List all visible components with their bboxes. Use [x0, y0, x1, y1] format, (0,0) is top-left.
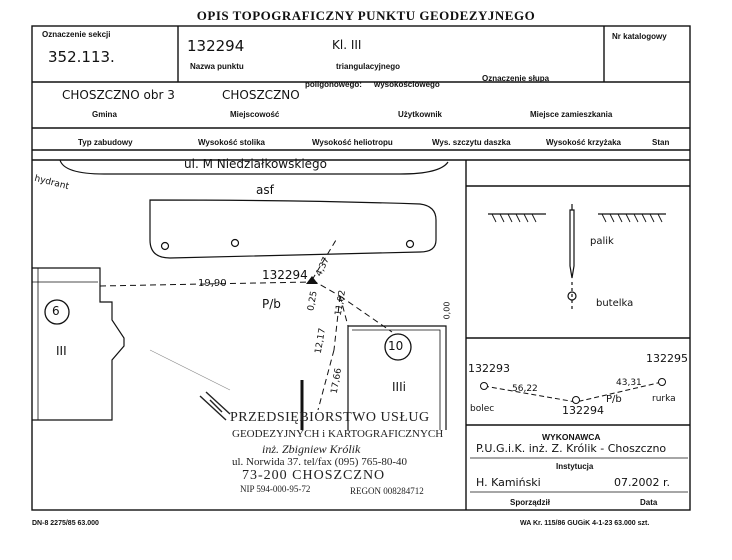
- author-label: Sporządził: [510, 498, 551, 507]
- network-dist-56-22: 56,22: [512, 384, 538, 394]
- col-wysokosc-krzyzaka: Wysokość krzyżaka: [546, 138, 622, 147]
- form-title: OPIS TOPOGRAFICZNY PUNKTU GEODEZYJNEGO: [196, 8, 536, 23]
- stamp-line-3: inż. Zbigniew Królik: [262, 442, 361, 456]
- dist-4-37: 4,37: [314, 255, 332, 279]
- detail-bottle-label: butelka: [596, 298, 634, 309]
- building-10-number: 10: [388, 339, 404, 353]
- col-typ-zabudowy: Typ zabudowy: [78, 138, 133, 147]
- institution-label: Instytucja: [556, 462, 594, 471]
- asphalt-label: asf: [256, 183, 274, 197]
- detail-pal-label: palik: [590, 236, 614, 247]
- point-class: Kl. III: [332, 38, 362, 52]
- trig-label: triangulacyjnego: [336, 62, 401, 71]
- dist-17-66: 17,66: [329, 367, 345, 395]
- dist-19-90: 19,90: [198, 278, 227, 289]
- network-pb-label: P/b: [606, 394, 622, 405]
- sketch-pb-label: P/b: [262, 297, 281, 311]
- dist-0-25: 0,25: [306, 290, 320, 312]
- marker-detail-drawing: [466, 186, 690, 338]
- point-name-label: Nazwa punktu: [190, 62, 244, 71]
- marker-label: Oznaczenie słupa: [482, 74, 550, 83]
- col-stan: Stan: [652, 138, 670, 147]
- residence-label: Miejsce zamieszkania: [530, 110, 613, 119]
- point-number: 132294: [187, 37, 245, 55]
- footer-left: DN-8 2275/85 63.000: [32, 520, 99, 527]
- dist-12-17: 12,17: [313, 327, 329, 355]
- catalog-label: Nr katalogowy: [612, 32, 667, 41]
- dist-11-02: 11,02: [333, 289, 349, 317]
- hydrant-label: hydrant: [33, 173, 70, 193]
- building-10-floors: IIIi: [392, 380, 406, 394]
- gmina-label: Gmina: [92, 110, 117, 119]
- stamp-line-1: PRZEDSIĘBIORSTWO USŁUG: [230, 410, 430, 425]
- height-label: wysokościowego: [374, 80, 440, 89]
- network-point-132294: 132294: [562, 404, 604, 417]
- gmina-value: CHOSZCZNO obr 3: [62, 88, 175, 102]
- street-name: ul. M Niedziałkowskiego: [184, 157, 327, 171]
- dist-0-00: 0,00: [442, 301, 452, 320]
- miejscowosc-label: Miejscowość: [230, 110, 280, 119]
- stamp-line-6: NIP 594-000-95-72: [240, 484, 311, 494]
- user-label: Użytkownik: [398, 110, 443, 119]
- network-point-132293: 132293: [468, 362, 510, 375]
- stamp-line-2: GEODEZYJNYCH i KARTOGRAFICZNYCH: [232, 428, 444, 440]
- contractor-label: WYKONAWCA: [542, 432, 601, 442]
- miejscowosc-value: CHOSZCZNO: [222, 88, 300, 102]
- section-label: Oznaczenie sekcji: [42, 30, 111, 39]
- col-wysokosc-stolika: Wysokość stolika: [198, 138, 265, 147]
- col-wys-szczytu-daszka: Wys. szczytu daszka: [432, 138, 511, 147]
- footer-right: WA Kr. 115/86 GUGiK 4-1-23 63.000 szt.: [520, 520, 650, 527]
- date-value: 07.2002 r.: [614, 476, 670, 489]
- col-wysokosc-heliotropu: Wysokość heliotropu: [312, 138, 393, 147]
- network-dist-43-31: 43,31: [616, 378, 642, 388]
- network-pipe-label: rurka: [652, 394, 676, 404]
- poly-label: poligonowego:: [305, 80, 362, 89]
- contractor-value: P.U.G.i.K. inż. Z. Królik - Choszczno: [476, 442, 667, 455]
- author-value: H. Kamiński: [476, 476, 541, 489]
- building-6-floors: III: [56, 344, 67, 358]
- network-point-132295: 132295: [646, 352, 688, 365]
- building-6-number: 6: [52, 304, 60, 318]
- stamp-line-5: 73-200 CHOSZCZNO: [242, 468, 386, 483]
- network-bolt-label: bolec: [470, 404, 495, 414]
- sketch-point-label: 132294: [262, 268, 308, 282]
- stamp-line-7: REGON 008284712: [350, 486, 424, 496]
- stamp-line-4: ul. Norwida 37. tel/fax (095) 765-80-40: [232, 456, 408, 468]
- date-label: Data: [640, 498, 658, 507]
- section-value: 352.113.: [48, 48, 115, 66]
